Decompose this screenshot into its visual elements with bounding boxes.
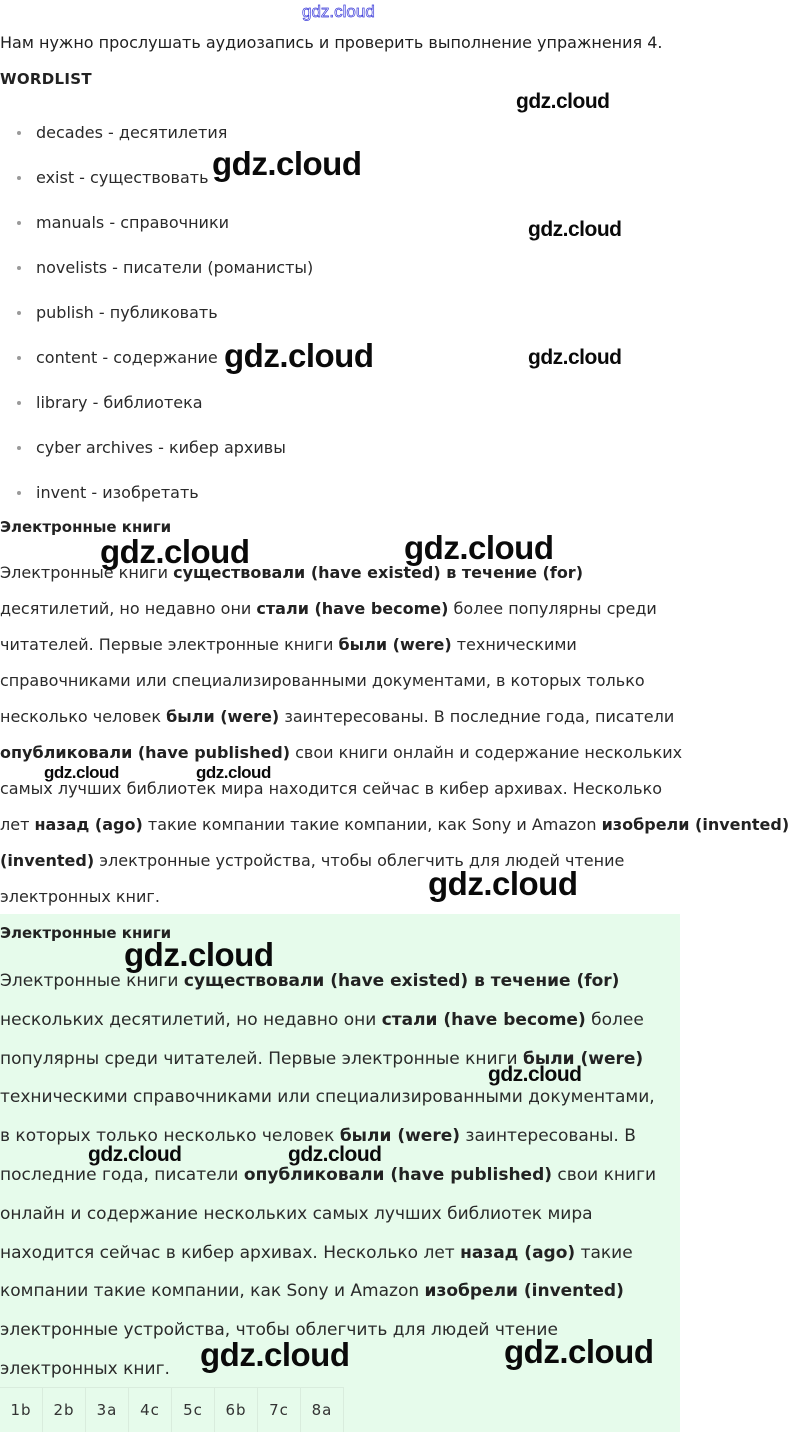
watermark: gdz.cloud: [528, 346, 622, 369]
answer-cell: 6b: [215, 1388, 258, 1432]
answer-cell: 5c: [172, 1388, 215, 1432]
intro-text: Нам нужно прослушать аудиозапись и проверить выполнение упражнения 4.: [0, 33, 663, 52]
watermark: gdz.cloud: [404, 529, 554, 566]
text-paragraph: Электронные книги существовали (have existed) в течение (for) десятилетий, но недавно они стали (have become) более популярны среди читателей. Первые электронные книги были (were) техническими справочниками или специализированными документами, в которых только несколько человек были (were) заинтересованы. В последние года, писатели опубликовали (have published) свои книги онлайн и содержание нескольких самых лучших библиотек мира находится сейчас в кибер архивах. Несколько лет назад (ago) такие компании такие компании, как Sony и Amazon изобрели (invented) (invented) электронные устройства, чтобы облегчить для людей чтение электронных книг.: [0, 563, 789, 906]
wordlist-entry: exist - существовать: [36, 168, 209, 187]
bullet-icon: [17, 221, 21, 225]
watermark: gdz.cloud: [212, 145, 362, 182]
answer-cell: 1b: [0, 1388, 43, 1432]
watermark: gdz.cloud: [100, 533, 250, 570]
watermark: gdz.cloud: [516, 90, 610, 113]
watermark: gdz.cloud: [200, 1336, 350, 1373]
watermark: gdz.cloud: [44, 763, 119, 782]
section-title: Электронные книги: [0, 924, 172, 942]
wordlist-entry: library - библиотека: [36, 393, 203, 412]
wordlist-entry: content - содержание: [36, 348, 218, 367]
bullet-icon: [17, 491, 21, 495]
watermark-top: gdz.cloud: [302, 2, 375, 21]
list-item: [0, 245, 313, 290]
watermark: gdz.cloud: [88, 1143, 182, 1166]
list-item: [0, 290, 313, 335]
answer-table: [0, 1387, 344, 1432]
text-paragraph: Электронные книги существовали (have existed) в течение (for) нескольких десятилетий, но недавно они стали (have become) более популярны среди читателей. Первые электронные книги были (were) техническими справочниками или специализированными документами, в которых только несколько человек были (were) заинтересованы. В последние года, писатели опубликовали (have published) свои книги онлайн и содержание нескольких самых лучших библиотек мира находится сейчас в кибер архивах. Несколько лет назад (ago) такие компании такие компании, как Sony и Amazon изобрели (invented) электронные устройства, чтобы облегчить для людей чтение электронных книг.: [0, 971, 657, 1379]
bullet-icon: [17, 356, 21, 360]
watermark: gdz.cloud: [428, 865, 578, 902]
wordlist-entry: publish - публиковать: [36, 303, 218, 322]
wordlist-entry: cyber archives - кибер архивы: [36, 438, 286, 457]
list-item: [0, 380, 313, 425]
watermark: gdz.cloud: [224, 337, 374, 374]
wordlist-entry: manuals - справочники: [36, 213, 230, 232]
watermark: gdz.cloud: [288, 1143, 382, 1166]
wordlist-title: WORDLIST: [0, 70, 92, 88]
watermark: gdz.cloud: [528, 218, 622, 241]
watermark: gdz.cloud: [196, 763, 271, 782]
answer-cell: 2b: [43, 1388, 86, 1432]
bullet-icon: [17, 176, 21, 180]
bullet-icon: [17, 401, 21, 405]
section-title: Электронные книги: [0, 518, 172, 536]
answer-cell: 8a: [301, 1388, 344, 1432]
answer-cell: 4c: [129, 1388, 172, 1432]
bullet-icon: [17, 131, 21, 135]
list-item: [0, 425, 313, 470]
answer-cell: 7c: [258, 1388, 301, 1432]
wordlist-entry: novelists - писатели (романисты): [36, 258, 314, 277]
bullet-icon: [17, 446, 21, 450]
list-item: [0, 470, 313, 515]
list-item: [0, 200, 313, 245]
watermark: gdz.cloud: [504, 1333, 654, 1370]
bullet-icon: [17, 266, 21, 270]
watermark: gdz.cloud: [124, 936, 274, 973]
bullet-icon: [17, 311, 21, 315]
answer-cell: 3a: [86, 1388, 129, 1432]
wordlist-entry: invent - изобретать: [36, 483, 199, 502]
wordlist-entry: decades - десятилетия: [36, 123, 228, 142]
watermark: gdz.cloud: [488, 1063, 582, 1086]
